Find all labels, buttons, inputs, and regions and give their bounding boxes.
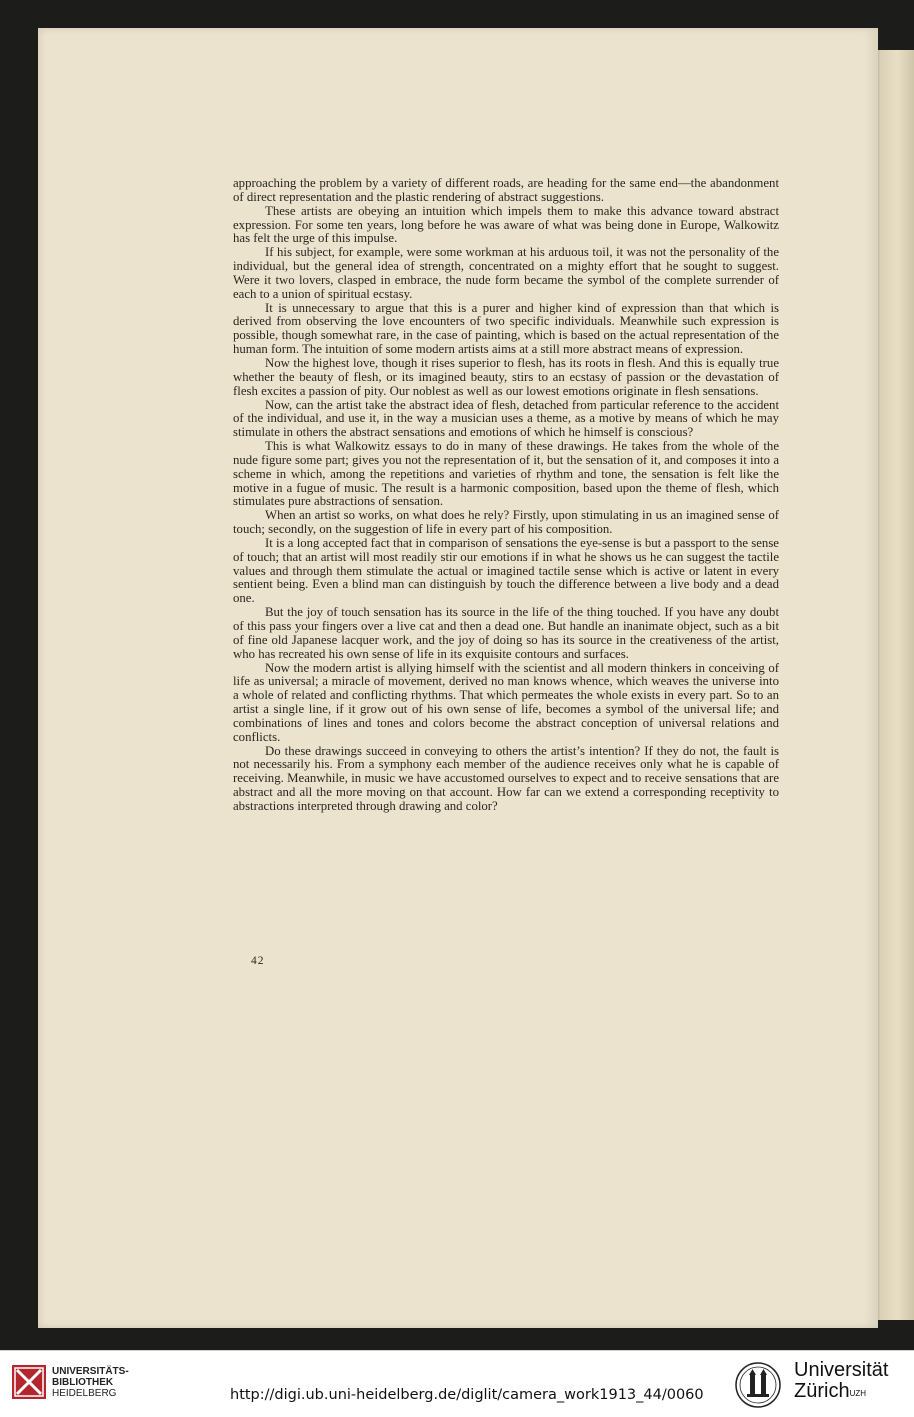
uzh-line-2 bbox=[794, 1381, 888, 1402]
body-text bbox=[233, 177, 779, 814]
uzh-seal-icon bbox=[734, 1361, 782, 1409]
paragraph: This is what Walkowitz essays to do in many of these drawings. He takes from the whole of the nude figure some part; gives you not the representation of it, but the sensation of it, and composes it into a scheme in which, among the repetitions and varieties of rhythm and tone, the sensation is felt like the motive in a fugue of music. The result is a harmonic composition, based upon the theme of flesh, which stimulates pure abstractions of sensation. bbox=[233, 439, 779, 509]
paragraph: Now the highest love, though it rises superior to flesh, has its roots in flesh. And this is equally true whether the beauty of flesh, or its imagined beauty, stirs to an ecstasy of passion or the devastation of flesh excites a passion of pity. Our noblest as well as our lowest emotions originate in flesh sensations. bbox=[233, 355, 779, 398]
paragraph: It is unnecessary to argue that this is a purer and higher kind of expression than that which is derived from observing the love encounters of two specific individuals. Meanwhile such expression is possible, though somewhat rare, in the case of painting, which is based on the actual representation of the human form. The intuition of some modern artists aims at a still more abstract means of expression. bbox=[233, 300, 779, 357]
heidelberg-line-1: UNIVERSITÄTS- bbox=[52, 1366, 129, 1377]
paragraph: When an artist so works, on what does he rely? Firstly, upon stimulating in us an imagined sense of touch; secondly, on the suggestion of life in every part of his composition. bbox=[233, 508, 779, 537]
heidelberg-line-3: HEIDELBERG bbox=[52, 1388, 117, 1399]
footer-bar bbox=[0, 1350, 914, 1417]
paragraph: If his subject, for example, were some workman at his arduous toil, it was not the personality of the individual, but the general idea of strength, concentrated on a mighty effort that he sought to suggest. Were it two lovers, clasped in embrace, the nude form became the symbol of the complete surrender of each to a union of spiritual ecstasy. bbox=[233, 245, 779, 301]
paragraph: Now the modern artist is allying himself with the scientist and all modern thinkers in conceiving of life as universal; a miracle of movement, derived no man knows whence, which weaves the universe into a whole of related and conflicting rhythms. That which permeates the whole exists in every part. So to an artist a single line, if it grow out of his own sense of life, becomes a symbol of the universal life; and combinations of lines and tones and colors become the abstract conception of universal relations and conflicts. bbox=[233, 660, 779, 744]
uzh-zurich: Zürich bbox=[794, 1380, 850, 1402]
heidelberg-library-name bbox=[52, 1366, 129, 1399]
page-number: 42 bbox=[251, 955, 265, 967]
uzh-line-1: Universität bbox=[794, 1359, 889, 1381]
heidelberg-logo-icon bbox=[12, 1365, 46, 1399]
uzh-superscript: UZH bbox=[849, 1389, 867, 1398]
paragraph: These artists are obeying an intuition which impels them to make this advance toward abstract expression. For some ten years, long before he was aware of what was being done in Europe, Walkowitz has felt the urge of this impulse. bbox=[233, 203, 779, 246]
paragraph: approaching the problem by a variety of different roads, are heading for the same end—the abandonment of direct representation and the plastic rendering of abstract suggestions. bbox=[233, 176, 779, 204]
next-page-edge bbox=[872, 50, 914, 1320]
heidelberg-line-2: BIBLIOTHEK bbox=[52, 1377, 114, 1388]
paragraph: It is a long accepted fact that in comparison of sensations the eye-sense is but a passport to the sense of touch; that an artist will most readily stir our emotions if in what he shows us he can suggest the tactile values and through them stimulate the actual or imagined tactile sense which is active or latent in every sentient being. Even a blind man can distinguish by touch the difference between a live body and a dead one. bbox=[233, 535, 779, 606]
permalink-url[interactable]: http://digi.ub.uni-heidelberg.de/diglit/camera_work1913_44/0060 bbox=[230, 1387, 704, 1403]
uzh-wordmark bbox=[794, 1360, 888, 1402]
paragraph: Do these drawings succeed in conveying to others the artist’s intention? If they do not, the fault is not necessarily his. From a symphony each member of the audience receives only what he is capable of receiving. Meanwhile, in music we have accustomed ourselves to expect and to receive sensations that are abstract and all the more moving on that account. How far can we extend a corresponding receptivity to abstractions interpreted through drawing and color? bbox=[233, 743, 779, 813]
paragraph: Now, can the artist take the abstract idea of flesh, detached from particular reference to the accident of the individual, and use it, in the way a musician uses a theme, as a motive by means of which he may stimulate in others the abstract sensations and emotions of which he himself is conscious? bbox=[233, 397, 779, 440]
paragraph: But the joy of touch sensation has its source in the life of the thing touched. If you have any doubt of this pass your fingers over a live cat and then a dead one. But handle an inanimate object, such as a bit of fine old Japanese lacquer work, and the joy of doing so has its source in the creativeness of the artist, who has recreated his own sense of life in its exquisite contours and surfaces. bbox=[233, 605, 779, 661]
